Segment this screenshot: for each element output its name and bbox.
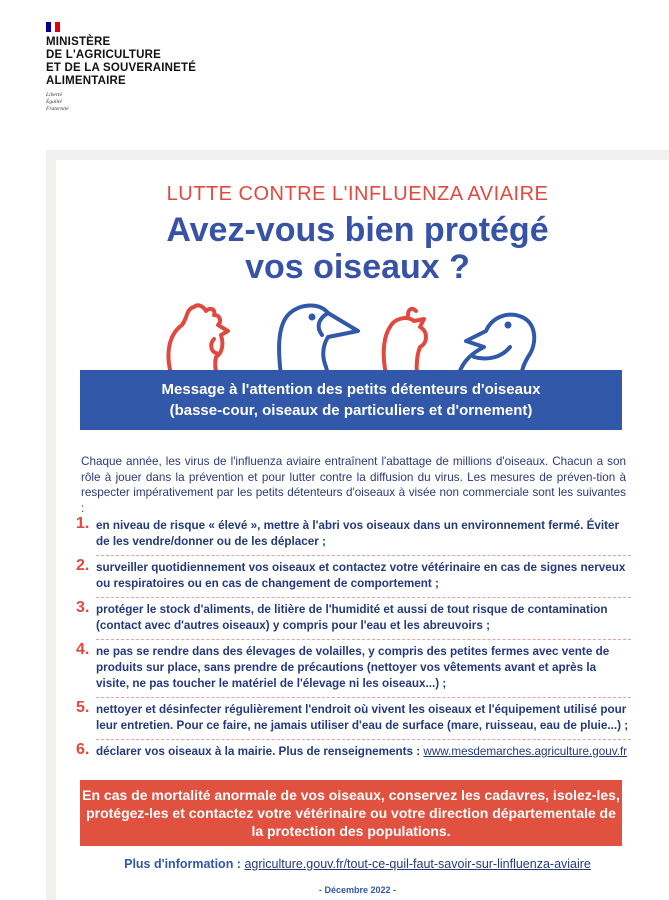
poster-title: Avez-vous bien protégé vos oiseaux ? (166, 211, 549, 286)
divider (96, 555, 631, 556)
list-item (76, 599, 631, 634)
intro-paragraph: Chaque année, les virus de l'influenza aviaire entraînent l'abattage de millions d'oiseaux. Chacun a son rôle à jouer dans la prévention et pour lutter contre la diffusion du virus. Les mesures de préven-tion à respecter impérativement par les petits détenteurs d'oiseaux à visée non commerciale sont les suivantes : (81, 455, 626, 515)
divider (96, 597, 631, 598)
divider (96, 739, 631, 740)
step-number: 2. (76, 557, 90, 574)
ministry-header (46, 22, 196, 113)
republic-motto: Liberté Égalité Fraternité (46, 92, 69, 112)
list-item (76, 515, 631, 550)
mesdemarches-link[interactable]: www.mesdemarches.agriculture.gouv.fr (423, 745, 628, 758)
divider (96, 697, 631, 698)
step-number: 4. (76, 641, 90, 658)
step-text: en niveau de risque « élevé », mettre à l'abri vos oiseaux dans un environnement fermé. Éviter de les vendre/donner ou de les déplacer ; (96, 519, 620, 548)
step-text: ne pas se rendre dans des élevages de volailles, y compris des petites fermes avec vente de produits sur place, sans prendre de précautions (nettoyer vos vêtements avant et après la visite, ne pas toucher le matériel de l'élevage ni les oiseaux...) ; (96, 645, 610, 690)
step-text: surveiller quotidiennement vos oiseaux et contactez votre vétérinaire en cas de signes nerveux ou respiratoires ou en cas de changement de comportement ; (96, 561, 626, 590)
poster-sheet (56, 160, 669, 900)
french-flag-logo (46, 22, 60, 32)
divider (96, 639, 631, 640)
publication-date: - Décembre 2022 - (318, 885, 397, 895)
poster-kicker: LUTTE CONTRE L'INFLUENZA AVIAIRE (166, 183, 549, 205)
step-text: protéger le stock d'aliments, de litière de l'humidité et aussi de tout risque de contamination (contact avec d'autres oiseaux) y compris pour l'eau et les abreuvoirs ; (96, 603, 608, 632)
step-number: 6. (76, 741, 90, 758)
list-item (76, 741, 631, 760)
step-text: déclarer vos oiseaux à la mairie. Plus de renseignements : (96, 745, 421, 758)
step-number: 1. (76, 515, 90, 532)
ministry-name: MINISTÈRE DE L'AGRICULTURE ET DE LA SOUVERAINETÉ ALIMENTAIRE (46, 36, 197, 87)
list-item (76, 557, 631, 592)
poster (46, 150, 669, 900)
more-info-label: Plus d'information : (124, 857, 241, 871)
list-item (76, 641, 631, 692)
step-text: nettoyer et désinfecter régulièrement l'endroit où vivent les oiseaux et l'équipement utilisé pour leur entretien. Pour ce faire, ne jamais utiliser d'eau de surface (mare, ruisseau, eau de pluie...) ; (96, 703, 629, 732)
measures-list (76, 515, 631, 760)
more-info-link[interactable]: agriculture.gouv.fr/tout-ce-quil-faut-savoir-sur-linfluenza-aviaire (244, 857, 591, 871)
mortality-alert: En cas de mortalité anormale de vos oiseaux, conservez les cadavres, isolez-les, protégez-les et contactez votre vétérinaire ou votre direction départementale de la protection des populations. (80, 780, 622, 846)
step-number: 5. (76, 699, 90, 716)
audience-banner: Message à l'attention des petits détenteurs d'oiseaux (basse-cour, oiseaux de particuliers et d'ornement) (80, 370, 622, 430)
more-info (56, 857, 659, 871)
step-number: 3. (76, 599, 90, 616)
list-item (76, 699, 631, 734)
